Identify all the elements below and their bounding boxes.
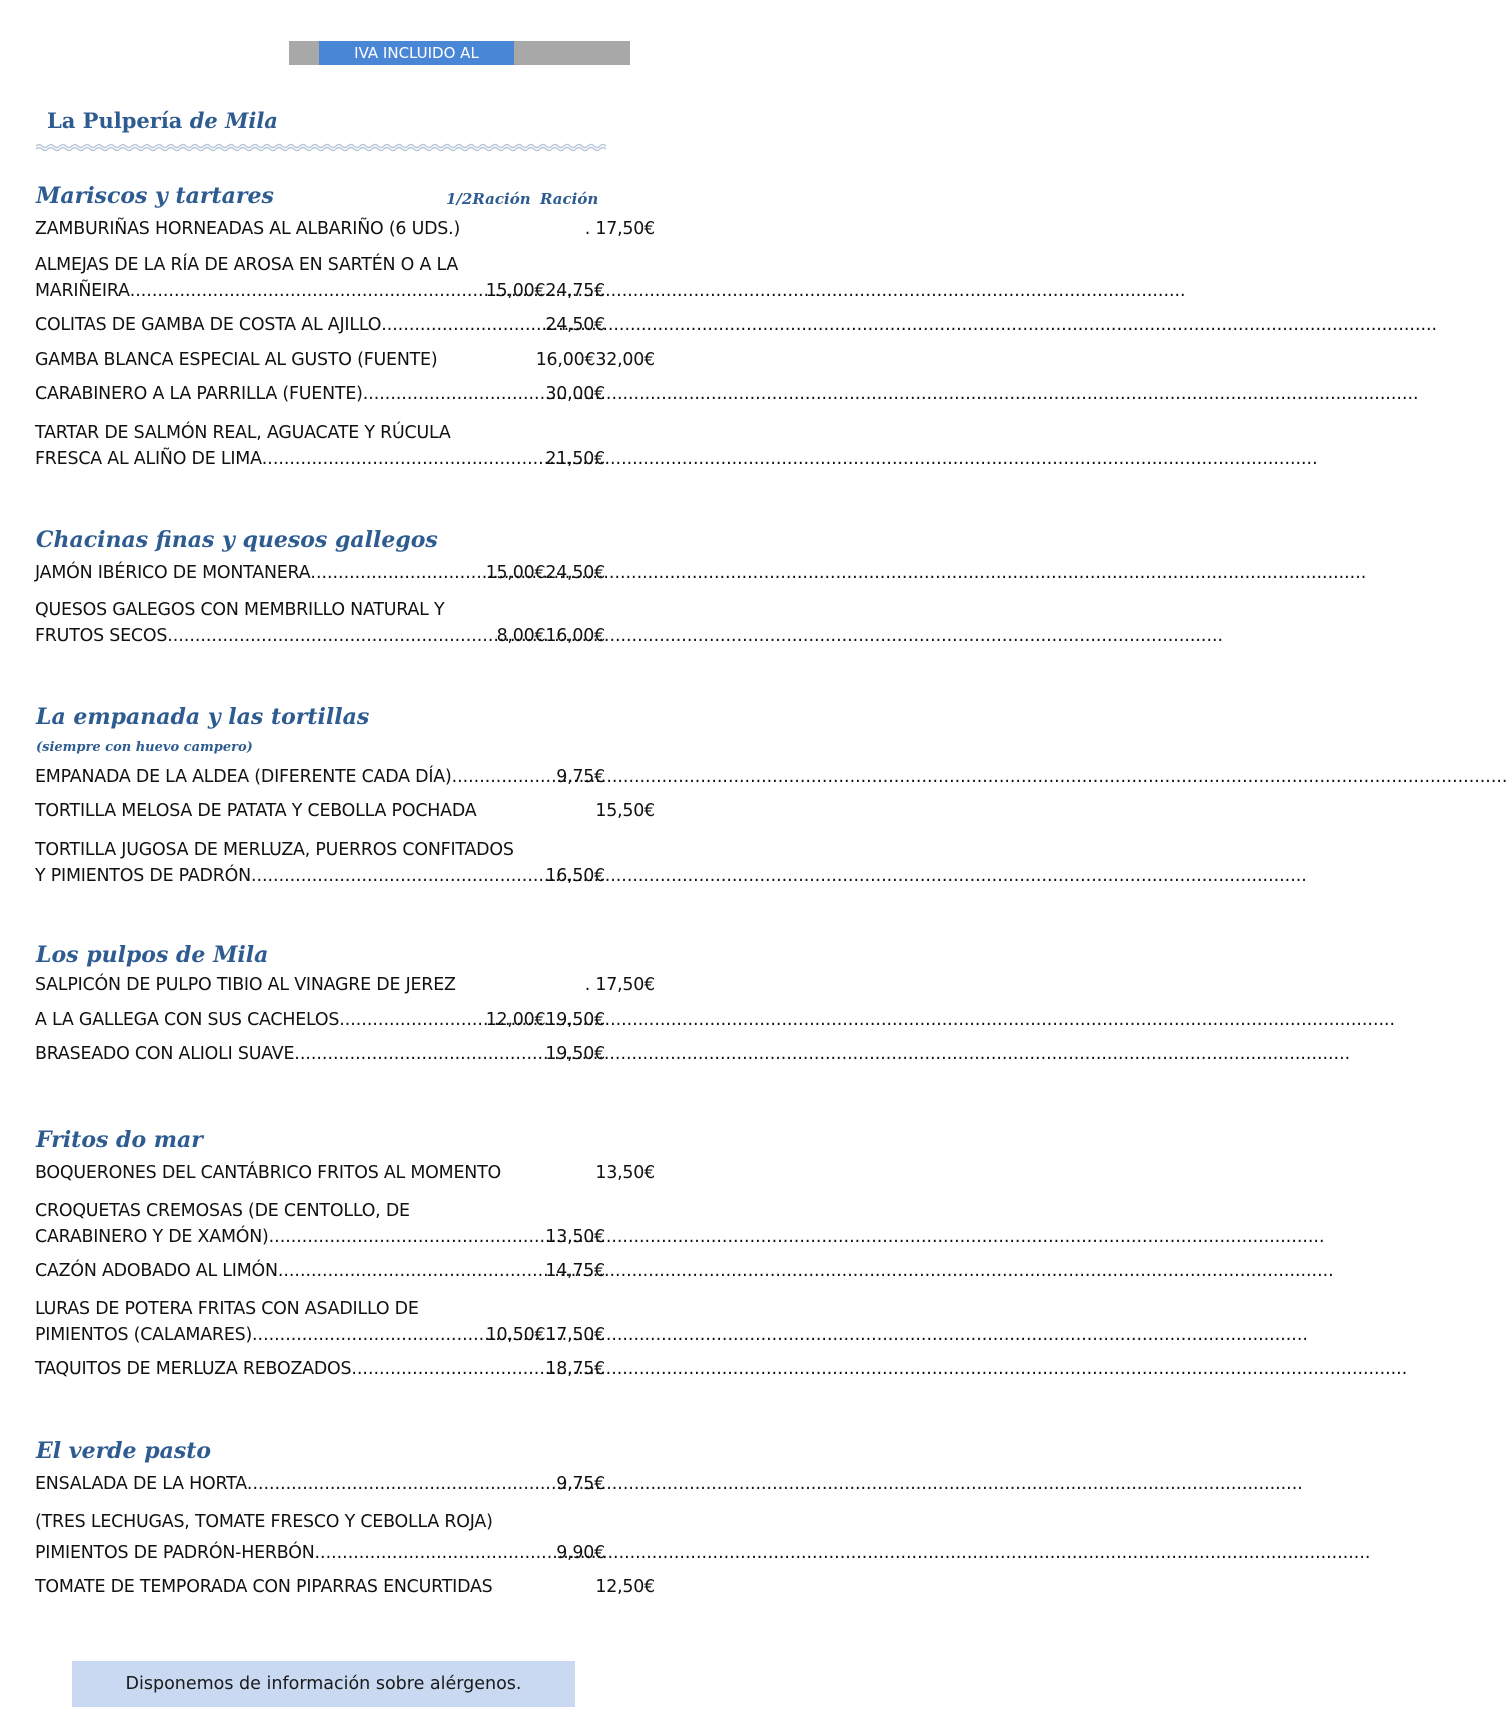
menu-item: ENSALADA DE LA HORTA ..... 9,75€	[35, 1474, 655, 1503]
menu-item: JAMÓN IBÉRICO DE MONTANERA ..... 15,00€24,50€	[35, 563, 655, 592]
brand-name: La Pulpería	[47, 108, 183, 133]
menu-item: GAMBA BLANCA ESPECIAL AL GUSTO (FUENTE) 16,00€32,00€	[35, 350, 655, 370]
section-title-chacinas: Chacinas finas y quesos gallegos	[36, 527, 438, 553]
menu-item: CARABINERO A LA PARRILLA (FUENTE) ..... 30,00€	[35, 384, 655, 413]
menu-item: CAZÓN ADOBADO AL LIMÓN ..... 14,75€	[35, 1261, 655, 1290]
menu-item: TORTILLA MELOSA DE PATATA Y CEBOLLA POCHADA 15,50€	[35, 801, 655, 821]
section-title-pulpos: Los pulpos de Mila	[36, 942, 269, 968]
brand-script: de Mila	[189, 108, 278, 133]
menu-item-line1: ALMEJAS DE LA RÍA DE AROSA EN SARTÉN O A LA	[35, 255, 459, 275]
menu-item: Y PIMIENTOS DE PADRÓN ..... 16,50€	[35, 866, 655, 895]
menu-item: TOMATE DE TEMPORADA CON PIPARRAS ENCURTIDAS 12,50€	[35, 1577, 655, 1597]
menu-item: SALPICÓN DE PULPO TIBIO AL VINAGRE DE JEREZ . 17,50€	[35, 975, 655, 995]
menu-item-line1: LURAS DE POTERA FRITAS CON ASADILLO DE	[35, 1299, 419, 1319]
menu-item: BOQUERONES DEL CANTÁBRICO FRITOS AL MOMENTO 13,50€	[35, 1163, 655, 1183]
menu-item-note: (TRES LECHUGAS, TOMATE FRESCO Y CEBOLLA ROJA)	[35, 1512, 493, 1532]
section-title-empanada: La empanada y las tortillas	[36, 704, 370, 730]
section-title-fritos: Fritos do mar	[36, 1127, 203, 1153]
menu-item: CARABINERO Y DE XAMÓN) ..... 13,50€	[35, 1227, 655, 1256]
brand-logo	[47, 108, 278, 133]
allergen-notice: Disponemos de información sobre alérgenos.	[72, 1661, 575, 1707]
section-title-verde: El verde pasto	[36, 1438, 212, 1464]
col-full-ration: Ración	[540, 190, 599, 208]
tax-note: IVA INCLUIDO AL	[319, 41, 514, 65]
menu-item: ZAMBURIÑAS HORNEADAS AL ALBARIÑO (6 UDS.) . 17,50€	[35, 219, 655, 239]
menu-item-line1: TORTILLA JUGOSA DE MERLUZA, PUERROS CONFITADOS	[35, 840, 514, 860]
wavy-divider	[36, 143, 601, 151]
col-half-ration: 1/2Ración	[446, 190, 531, 208]
section-title-mariscos: Mariscos y tartares	[36, 183, 274, 209]
menu-item: FRESCA AL ALIÑO DE LIMA ..... 21,50€	[35, 449, 655, 478]
menu-item: TAQUITOS DE MERLUZA REBOZADOS ..... 18,75€	[35, 1359, 655, 1388]
tax-bar	[289, 41, 630, 65]
menu-item: PIMIENTOS (CALAMARES) ..... 10,50€17,50€	[35, 1325, 655, 1354]
menu-item-line1: TARTAR DE SALMÓN REAL, AGUACATE Y RÚCULA	[35, 423, 451, 443]
section-subtitle-empanada: (siempre con huevo campero)	[36, 740, 253, 755]
menu-item: COLITAS DE GAMBA DE COSTA AL AJILLO ..... 24,50€	[35, 315, 655, 344]
menu-item-line1: CROQUETAS CREMOSAS (DE CENTOLLO, DE	[35, 1201, 410, 1221]
menu-item: EMPANADA DE LA ALDEA (DIFERENTE CADA DÍA) ..... 9,75€	[35, 767, 655, 796]
menu-item: FRUTOS SECOS ..... 8,00€16,00€	[35, 626, 655, 655]
menu-item: BRASEADO CON ALIOLI SUAVE ..... 19,50€	[35, 1044, 655, 1073]
menu-item: PIMIENTOS DE PADRÓN-HERBÓN ..... 9,90€	[35, 1543, 655, 1572]
menu-item-line1: QUESOS GALEGOS CON MEMBRILLO NATURAL Y	[35, 600, 445, 620]
menu-item: MARIÑEIRA ..... 15,00€24,75€	[35, 281, 655, 310]
menu-item: A LA GALLEGA CON SUS CACHELOS ..... 12,00€19,50€	[35, 1010, 655, 1039]
